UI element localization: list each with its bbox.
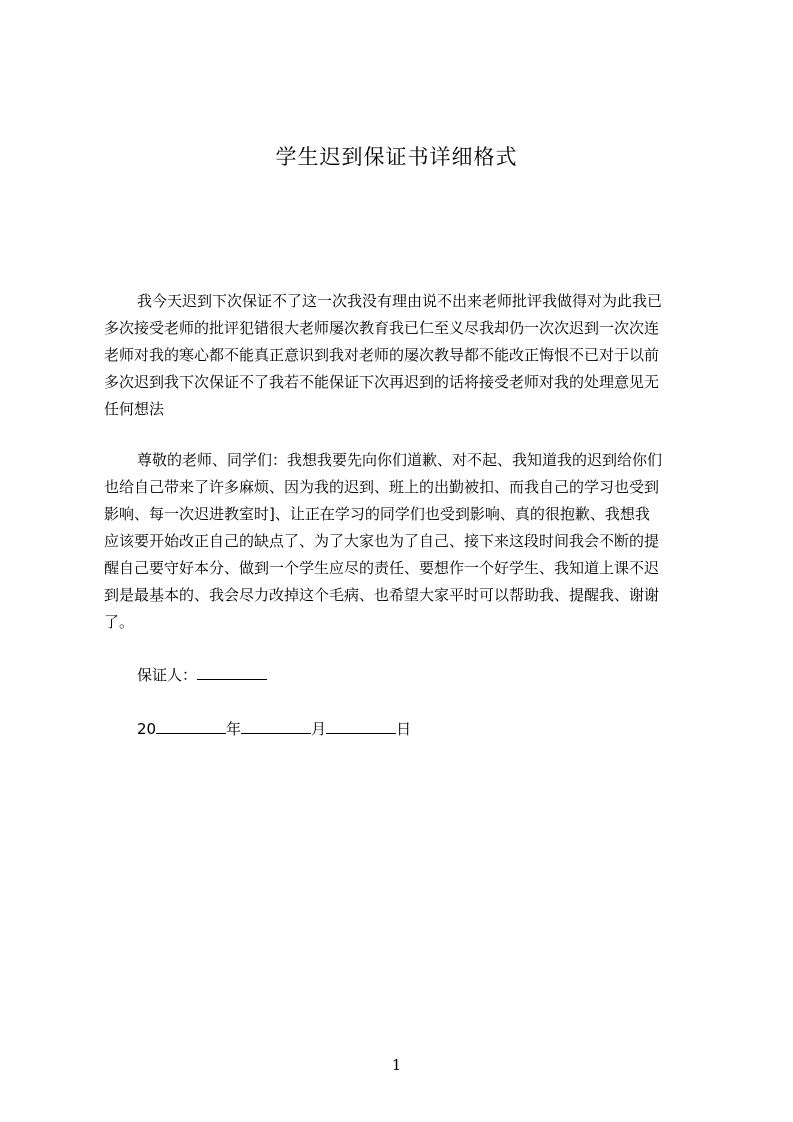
date-year-blank — [156, 715, 226, 734]
page-number: 1 — [391, 1056, 402, 1074]
paragraph-line: 我今天迟到下次保证不了这一次我没有理由说不出来老师批评我做得对为此我已 — [137, 292, 663, 310]
paragraph-line: 尊敬的老师、同学们：我想我要先向你们道歉、对不起、我知道我的迟到给你们 — [137, 451, 663, 469]
guarantor-label: 保证人： — [137, 666, 198, 684]
guarantor-signature-blank — [197, 661, 267, 680]
date-day-blank — [326, 715, 396, 734]
paragraph-1 — [104, 288, 698, 423]
paragraph-line: 影响、每一次迟进教室时]、让正在学习的同学们也受到影响、真的很抱歉、我想我 — [104, 505, 650, 523]
paragraph-line: 醒自己要守好本分、做到一个学生应尽的责任、要想作一个好学生、我知道上课不迟 — [104, 559, 660, 577]
date-year-prefix: 20 — [137, 720, 157, 738]
paragraph-line: 任何想法 — [104, 400, 165, 418]
paragraph-line: 到是最基本的、我会尽力改掉这个毛病、也希望大家平时可以帮助我、提醒我、谢谢 — [104, 586, 660, 604]
paragraph-2 — [104, 447, 698, 636]
document-title: 学生迟到保证书详细格式 — [275, 145, 518, 169]
date-line — [137, 715, 411, 743]
date-month-label: 月 — [311, 720, 327, 738]
guarantor-line — [137, 661, 267, 689]
paragraph-line: 多次迟到我下次保证不了我若不能保证下次再迟到的话将接受老师对我的处理意见无 — [104, 373, 660, 391]
paragraph-line: 老师对我的寒心都不能真正意识到我对老师的屡次教导都不能改正悔恨不已对于以前 — [104, 346, 660, 364]
paragraph-line: 了。 — [104, 613, 135, 631]
date-year-label: 年 — [226, 720, 242, 738]
date-day-label: 日 — [396, 720, 412, 738]
paragraph-line: 也给自己带来了许多麻烦、因为我的迟到、班上的出勤被扣、而我自己的学习也受到 — [104, 478, 660, 496]
paragraph-line: 多次接受老师的批评犯错很大老师屡次教育我已仁至义尽我却仍一次次迟到一次次连 — [104, 319, 660, 337]
paragraph-line: 应该要开始改正自己的缺点了、为了大家也为了自己、接下来这段时间我会不断的提 — [104, 532, 660, 550]
date-month-blank — [241, 715, 311, 734]
